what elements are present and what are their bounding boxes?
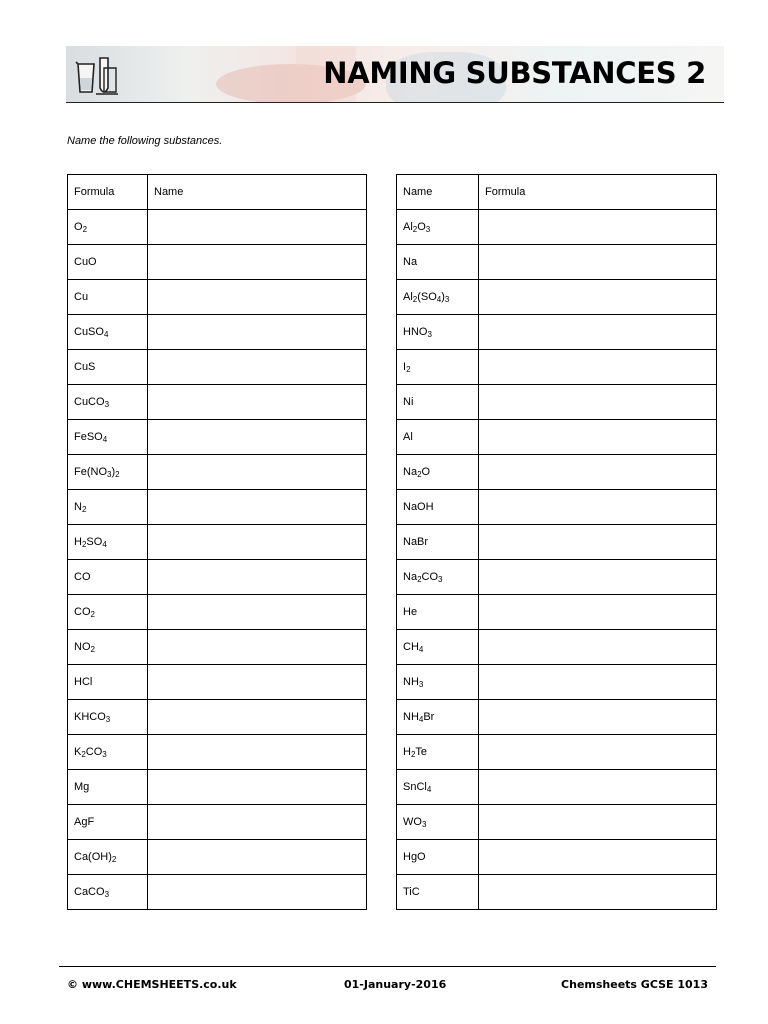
formula-text: CO (421, 570, 439, 583)
formula-answer-cell[interactable] (479, 665, 717, 700)
header-name: Name (397, 175, 479, 210)
formula-text: Fe(NO (74, 465, 107, 478)
formula-text: Ca(OH) (74, 850, 112, 863)
table-row (397, 420, 717, 455)
formula-text: NO (74, 640, 91, 653)
formula-subscript: 3 (418, 679, 424, 689)
formula-text: HgO (403, 850, 426, 863)
formula-cell (68, 245, 148, 280)
table-row (397, 280, 717, 315)
name-answer-cell[interactable] (148, 210, 367, 245)
table-row (68, 245, 367, 280)
formula-cell (68, 735, 148, 770)
name-answer-cell[interactable] (148, 770, 367, 805)
name-answer-cell[interactable] (148, 315, 367, 350)
formula-text: Al (403, 220, 413, 233)
formula-text: FeSO (74, 430, 103, 443)
formula-cell (397, 525, 479, 560)
header-formula: Formula (479, 175, 717, 210)
table-row (397, 455, 717, 490)
formula-cell (397, 245, 479, 280)
formula-cell (68, 455, 148, 490)
table-row (397, 805, 717, 840)
formula-cell (397, 840, 479, 875)
formula-text: I (403, 360, 407, 373)
name-answer-cell[interactable] (148, 875, 367, 910)
formula-answer-cell[interactable] (479, 280, 717, 315)
formula-subscript: 3 (427, 329, 432, 339)
footer-divider (59, 966, 716, 967)
table-row (397, 700, 717, 735)
table-row (68, 525, 367, 560)
formula-answer-cell[interactable] (479, 805, 717, 840)
formula-cell (68, 700, 148, 735)
table-row (68, 455, 367, 490)
formula-cell (397, 490, 479, 525)
name-answer-cell[interactable] (148, 700, 367, 735)
formula-text: NaBr (403, 535, 429, 548)
formula-subscript: 2 (412, 224, 418, 234)
formula-subscript: 4 (436, 294, 442, 304)
formula-text: Na (403, 255, 418, 268)
formula-answer-cell[interactable] (479, 385, 717, 420)
table-row (397, 385, 717, 420)
header-formula: Formula (68, 175, 148, 210)
formula-answer-cell[interactable] (479, 420, 717, 455)
name-answer-cell[interactable] (148, 630, 367, 665)
footer-date: 01-January-2016 (344, 978, 447, 991)
table-header-row (68, 175, 367, 210)
formula-subscript: 4 (418, 714, 424, 724)
formula-text: CuS (74, 360, 96, 373)
formula-text: CuCO (74, 395, 105, 408)
formula-cell (68, 875, 148, 910)
formula-cell (397, 350, 479, 385)
table-row (397, 350, 717, 385)
formula-text: TiC (403, 885, 420, 898)
table-row (397, 245, 717, 280)
formula-cell (397, 455, 479, 490)
formula-cell (397, 805, 479, 840)
formula-text: CO (74, 605, 91, 618)
table-row (68, 385, 367, 420)
formula-text: Ni (403, 395, 414, 408)
formula-cell (397, 560, 479, 595)
formula-text: Al (403, 430, 413, 443)
formula-answer-cell[interactable] (479, 490, 717, 525)
formula-cell (68, 805, 148, 840)
formula-text: CuSO (74, 325, 104, 338)
formula-text: KHCO (74, 710, 106, 723)
formula-answer-cell[interactable] (479, 770, 717, 805)
formula-cell (68, 210, 148, 245)
formula-subscript: 2 (81, 504, 87, 514)
formula-cell (68, 595, 148, 630)
name-answer-cell[interactable] (148, 280, 367, 315)
formula-subscript: 2 (410, 749, 416, 759)
formula-text: CuO (74, 255, 97, 268)
table-row (68, 420, 367, 455)
footer-copyright: © www.CHEMSHEETS.co.uk (67, 978, 237, 991)
formula-text: Br (423, 710, 435, 723)
table-row (397, 840, 717, 875)
formula-subscript: 2 (90, 609, 95, 619)
formula-to-name-table (67, 174, 367, 910)
formula-text: ) (111, 465, 116, 478)
formula-subscript: 3 (107, 469, 112, 479)
formula-subscript: 4 (103, 329, 109, 339)
name-answer-cell[interactable] (148, 595, 367, 630)
table-row (68, 490, 367, 525)
formula-text: (SO (417, 290, 437, 303)
formula-subscript: 4 (102, 434, 108, 444)
formula-text: Te (415, 745, 428, 758)
name-answer-cell[interactable] (148, 525, 367, 560)
page-title: NAMING SUBSTANCES 2 (323, 56, 706, 90)
name-answer-cell[interactable] (148, 665, 367, 700)
formula-cell (68, 665, 148, 700)
formula-text: Al (403, 290, 413, 303)
table-row (397, 525, 717, 560)
formula-text: CO (74, 570, 91, 583)
table-row (397, 735, 717, 770)
formula-text: HNO (403, 325, 428, 338)
formula-answer-cell[interactable] (479, 630, 717, 665)
name-to-formula-table (396, 174, 717, 910)
table-row (68, 735, 367, 770)
formula-subscript: 2 (417, 574, 422, 584)
name-answer-cell[interactable] (148, 560, 367, 595)
formula-subscript: 3 (104, 399, 110, 409)
table-row (68, 770, 367, 805)
formula-subscript: 2 (417, 469, 422, 479)
formula-cell (68, 770, 148, 805)
table-row (397, 665, 717, 700)
formula-answer-cell[interactable] (479, 700, 717, 735)
name-answer-cell[interactable] (148, 840, 367, 875)
formula-text: Na (403, 465, 418, 478)
formula-text: NH (403, 675, 419, 688)
formula-cell (68, 630, 148, 665)
table-row (68, 560, 367, 595)
table-row (68, 840, 367, 875)
formula-text: H (74, 535, 82, 548)
table-row (68, 700, 367, 735)
formula-subscript: 2 (406, 364, 411, 374)
formula-subscript: 4 (102, 539, 107, 549)
formula-text: NaOH (403, 500, 434, 513)
formula-text: O (74, 220, 83, 233)
formula-answer-cell[interactable] (479, 350, 717, 385)
formula-answer-cell[interactable] (479, 560, 717, 595)
formula-cell (68, 350, 148, 385)
formula-text: O (417, 220, 426, 233)
formula-answer-cell[interactable] (479, 735, 717, 770)
table-row (68, 280, 367, 315)
name-answer-cell[interactable] (148, 350, 367, 385)
table-row (68, 315, 367, 350)
formula-subscript: 3 (425, 224, 431, 234)
formula-text: NH (403, 710, 419, 723)
formula-subscript: 2 (412, 294, 418, 304)
table-row (397, 315, 717, 350)
formula-cell (397, 420, 479, 455)
formula-text: CO (85, 745, 103, 758)
table-row (397, 770, 717, 805)
formula-text: WO (403, 815, 422, 828)
formula-cell (397, 280, 479, 315)
formula-answer-cell[interactable] (479, 315, 717, 350)
name-answer-cell[interactable] (148, 805, 367, 840)
formula-text: O (421, 465, 431, 478)
table-row (68, 595, 367, 630)
name-answer-cell[interactable] (148, 245, 367, 280)
formula-subscript: 3 (421, 819, 427, 829)
formula-answer-cell[interactable] (479, 455, 717, 490)
formula-text: CaCO (74, 885, 105, 898)
formula-cell (397, 315, 479, 350)
formula-text: CH (403, 640, 419, 653)
table-row (68, 350, 367, 385)
formula-text: HCl (74, 675, 93, 688)
lab-glassware-icon (74, 54, 120, 103)
formula-subscript: 2 (115, 469, 120, 479)
formula-cell (68, 420, 148, 455)
formula-answer-cell[interactable] (479, 245, 717, 280)
table-header-row (397, 175, 717, 210)
name-answer-cell[interactable] (148, 420, 367, 455)
table-row (397, 560, 717, 595)
header-divider (66, 102, 724, 103)
formula-subscript: 4 (426, 784, 432, 794)
name-answer-cell[interactable] (148, 490, 367, 525)
formula-cell (68, 560, 148, 595)
formula-cell (397, 665, 479, 700)
table-row (397, 210, 717, 245)
formula-cell (68, 385, 148, 420)
table-row (397, 490, 717, 525)
formula-subscript: 3 (105, 714, 111, 724)
formula-subscript: 2 (81, 539, 87, 549)
formula-cell (68, 840, 148, 875)
name-answer-cell[interactable] (148, 735, 367, 770)
formula-text: Cu (74, 290, 89, 303)
formula-text: H (403, 745, 411, 758)
table-row (68, 210, 367, 245)
formula-subscript: 2 (111, 854, 117, 864)
table-row (397, 630, 717, 665)
formula-cell (397, 770, 479, 805)
formula-text: ) (441, 290, 445, 303)
formula-text: N (74, 500, 82, 513)
formula-subscript: 2 (90, 644, 95, 654)
formula-subscript: 2 (81, 749, 86, 759)
formula-text: SO (86, 535, 103, 548)
formula-cell (397, 210, 479, 245)
formula-text: SnCl (403, 780, 427, 793)
table-row (397, 595, 717, 630)
table-row (68, 665, 367, 700)
formula-cell (68, 525, 148, 560)
formula-cell (397, 630, 479, 665)
formula-subscript: 3 (104, 889, 110, 899)
formula-answer-cell[interactable] (479, 210, 717, 245)
header-name: Name (148, 175, 367, 210)
formula-subscript: 3 (102, 749, 107, 759)
name-answer-cell[interactable] (148, 455, 367, 490)
formula-cell (68, 315, 148, 350)
formula-text: Mg (74, 780, 90, 793)
formula-text: AgF (74, 815, 95, 828)
table-row (397, 875, 717, 910)
formula-cell (68, 490, 148, 525)
formula-cell (397, 700, 479, 735)
formula-cell (397, 735, 479, 770)
formula-cell (397, 595, 479, 630)
formula-answer-cell[interactable] (479, 840, 717, 875)
formula-answer-cell[interactable] (479, 525, 717, 560)
formula-text: Na (403, 570, 418, 583)
formula-answer-cell[interactable] (479, 875, 717, 910)
formula-subscript: 2 (82, 224, 88, 234)
formula-subscript: 3 (444, 294, 450, 304)
name-answer-cell[interactable] (148, 385, 367, 420)
formula-cell (397, 385, 479, 420)
formula-text: K (74, 745, 82, 758)
table-row (68, 875, 367, 910)
formula-cell (68, 280, 148, 315)
table-row (68, 805, 367, 840)
formula-subscript: 4 (418, 644, 424, 654)
formula-subscript: 3 (438, 574, 443, 584)
instruction-text: Name the following substances. (67, 135, 223, 147)
formula-text: He (403, 605, 418, 618)
formula-answer-cell[interactable] (479, 595, 717, 630)
footer-reference: Chemsheets GCSE 1013 (561, 978, 708, 991)
table-row (68, 630, 367, 665)
formula-cell (397, 875, 479, 910)
